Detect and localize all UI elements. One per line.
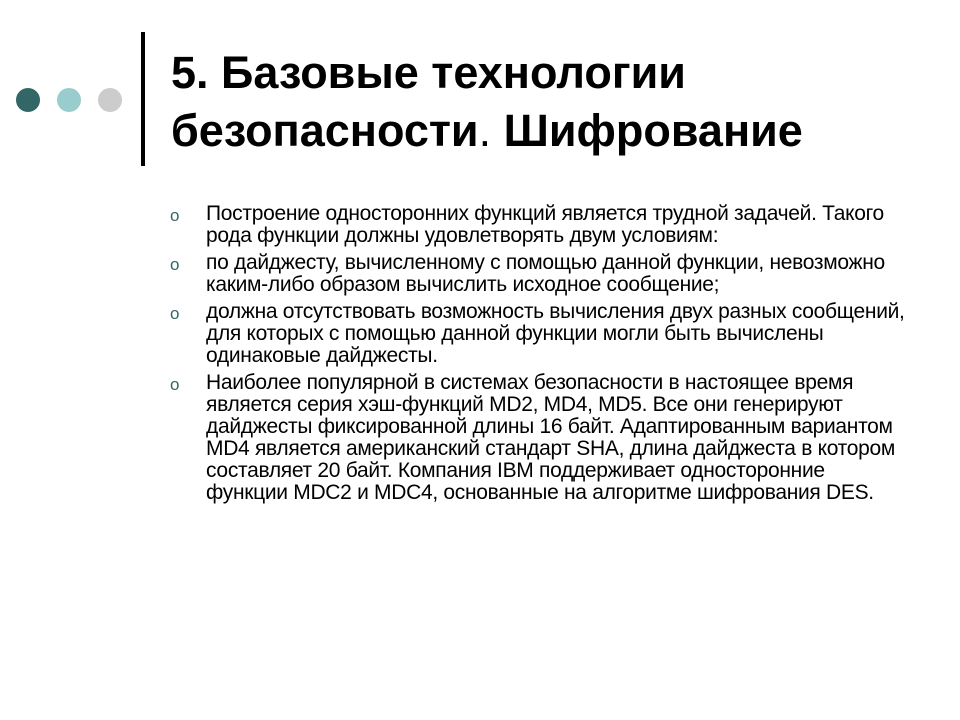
dark-teal-dot — [16, 88, 40, 112]
bullet-text: должна отсутствовать возможность вычисления двух разных сообщений, для которых с помощью данной функции могли быть вычислены одинаковые дайджесты. — [206, 300, 905, 367]
bullet-text: Наиболее популярной в системах безопасности в настоящее время является серия хэш-функций MD2, MD4, MD5. Все они генерируют дайджесты фиксированной длины 16 байт. Адаптированным вариантом MD4 является американский стандарт SHA, длина дайджеста в котором составляет 20 байт. Компания IBM поддерживает односторонние функции MDC2 и MDC4, основанные на алгоритме шифрования DES. — [206, 371, 896, 504]
bullet-item — [170, 203, 905, 247]
gray-dot — [98, 88, 122, 112]
bullet-list — [170, 203, 905, 509]
bullet-marker-icon: o — [170, 206, 180, 225]
bullet-marker-icon: o — [170, 255, 180, 274]
bullet-text: по дайджесту, вычисленному с помощью данной функции, невозможно каким-либо образом вычислить исходное сообщение; — [206, 251, 885, 296]
title-separator: . — [478, 105, 492, 156]
title-sub: Шифрование — [491, 105, 803, 156]
bullet-marker-icon: o — [170, 375, 180, 394]
light-teal-dot — [57, 88, 81, 112]
slide-title — [171, 44, 941, 160]
bullet-item — [170, 252, 905, 296]
bullet-item — [170, 301, 905, 367]
decorative-dots — [16, 88, 139, 112]
bullet-item — [170, 372, 905, 504]
title-divider-line — [141, 32, 145, 166]
bullet-text: Построение односторонних функций является трудной задачей. Такого рода функции должны удовлетворять двум условиям: — [206, 202, 884, 247]
title-main: 5. Базовые технологии безопасности — [171, 47, 686, 156]
bullet-marker-icon: o — [170, 304, 180, 323]
